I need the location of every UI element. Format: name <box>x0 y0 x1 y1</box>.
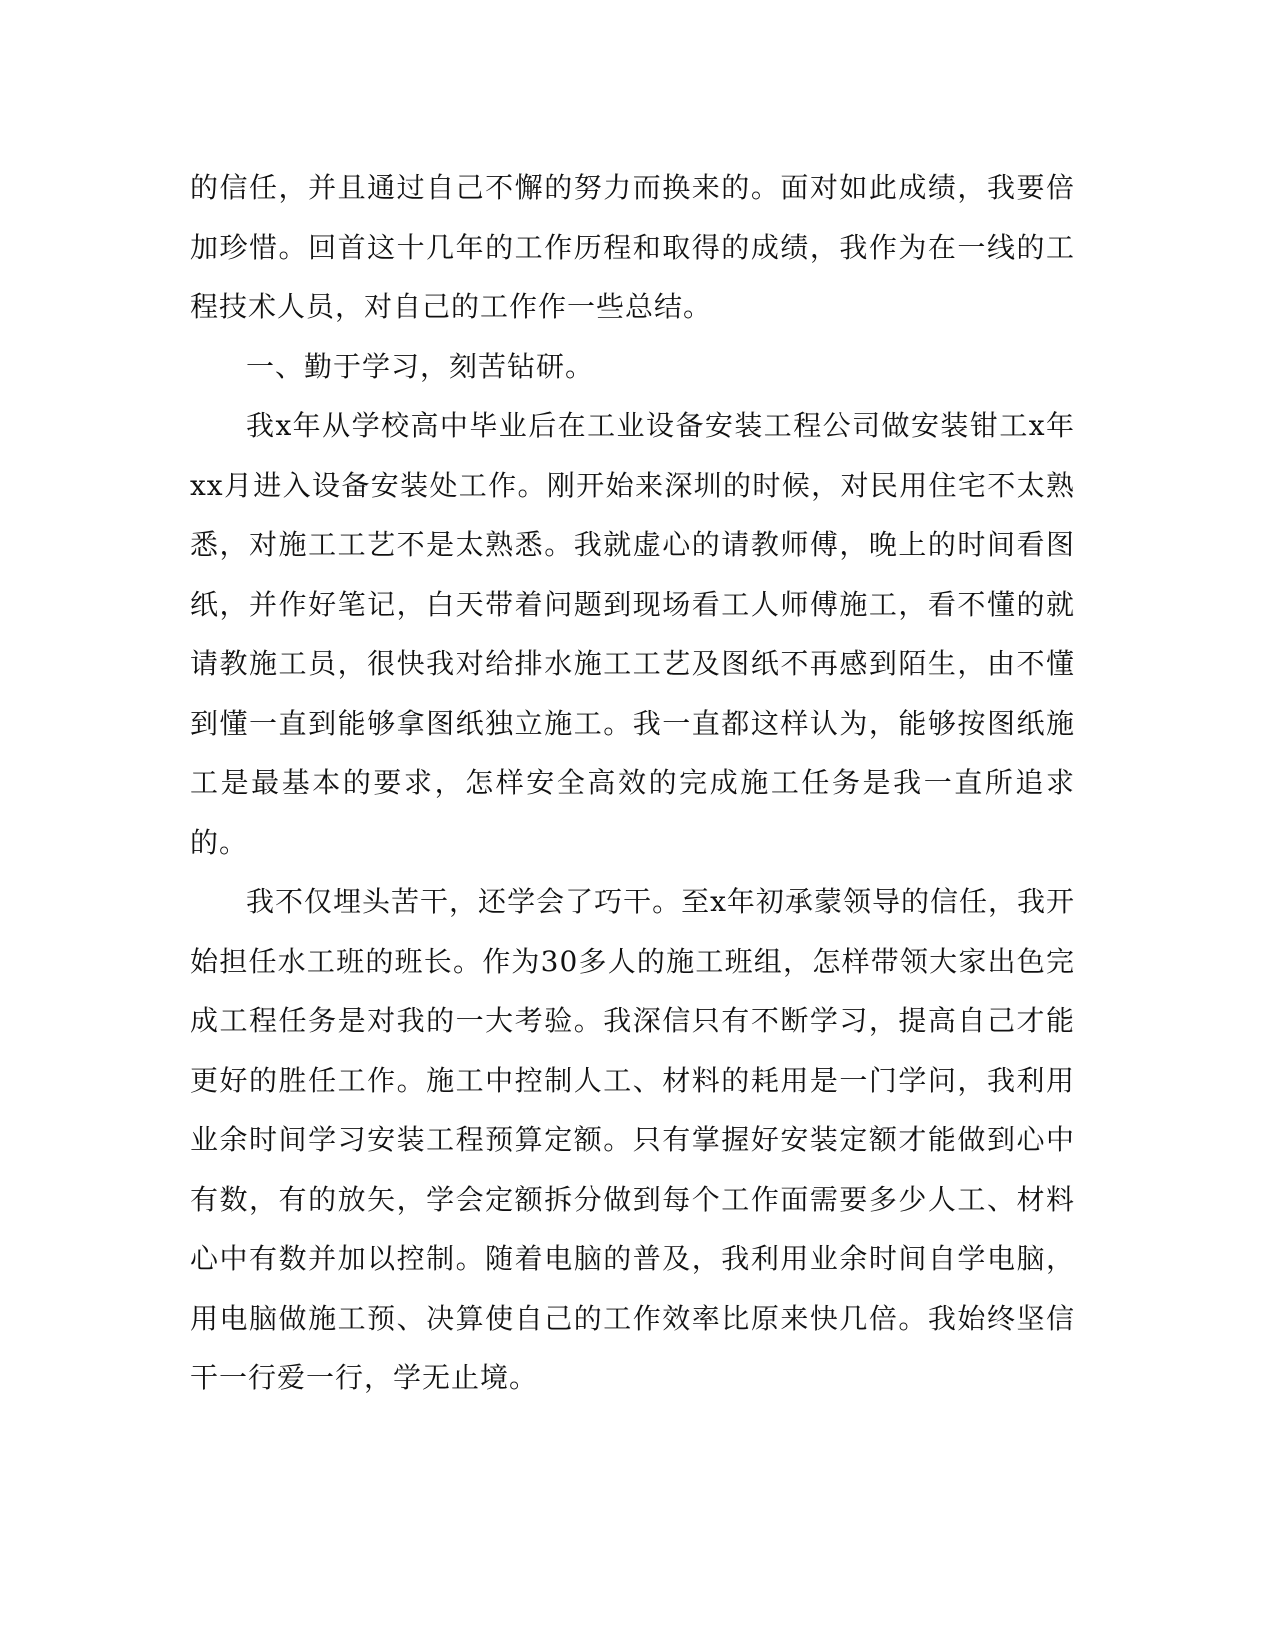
paragraph-study: 我x年从学校高中毕业后在工业设备安装工程公司做安装钳工x年xx月进入设备安装处工作。刚开始来深圳的时候，对民用住宅不太熟悉，对施工工艺不是太熟悉。我就虚心的请教师傅，晚上的时间看图纸，并作好笔记，白天带着问题到现场看工人师傅施工，看不懂的就请教施工员，很快我对给排水施工工艺及图纸不再感到陌生，由不懂到懂一直到能够拿图纸独立施工。我一直都这样认为，能够按图纸施工是最基本的要求，怎样安全高效的完成施工任务是我一直所追求的。 <box>190 409 1075 859</box>
section-heading: 一、勤于学习，刻苦钻研。 <box>246 349 595 383</box>
document-body <box>190 158 1075 1408</box>
paragraph-continuation: 的信任，并且通过自己不懈的努力而换来的。面对如此成绩，我要倍加珍惜。回首这十几年的工作历程和取得的成绩，我作为在一线的工程技术人员，对自己的工作作一些总结。 <box>190 171 1075 323</box>
paragraph-work: 我不仅埋头苦干，还学会了巧干。至x年初承蒙领导的信任，我开始担任水工班的班长。作为30多人的施工班组，怎样带领大家出色完成工程任务是对我的一大考验。我深信只有不断学习，提高自己才能更好的胜任工作。施工中控制人工、材料的耗用是一门学问，我利用业余时间学习安装工程预算定额。只有掌握好安装定额才能做到心中有数，有的放矢，学会定额拆分做到每个工作面需要多少人工、材料心中有数并加以控制。随着电脑的普及，我利用业余时间自学电脑，用电脑做施工预、决算使自己的工作效率比原来快几倍。我始终坚信干一行爱一行，学无止境。 <box>190 885 1075 1394</box>
